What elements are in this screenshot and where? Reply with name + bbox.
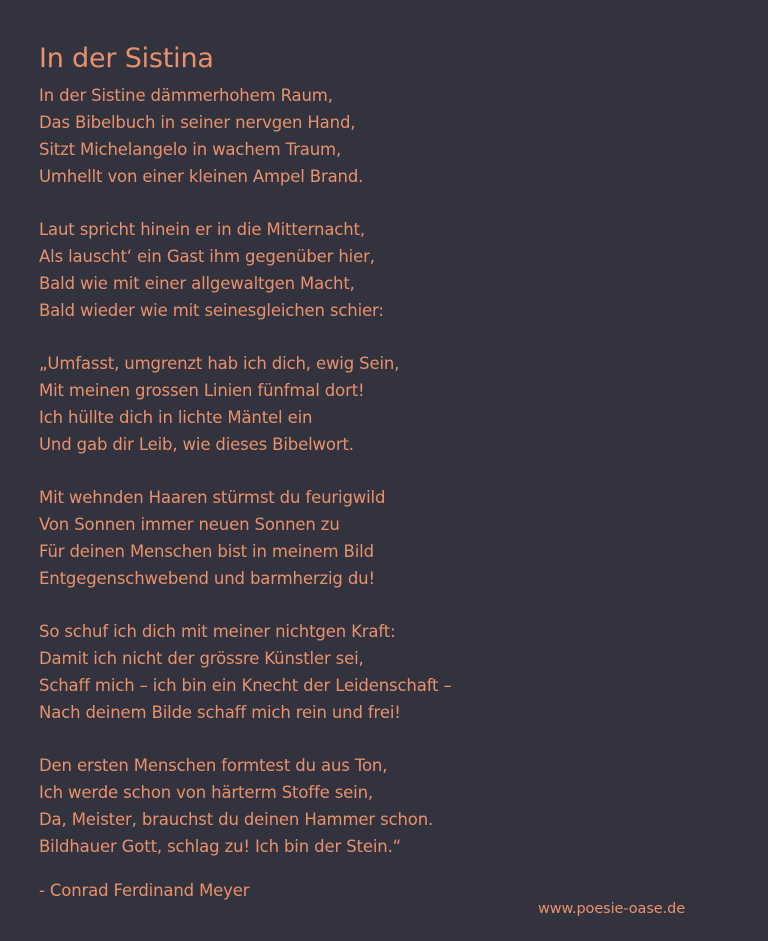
poem-line: Entgegenschwebend und barmherzig du! — [39, 569, 375, 588]
poem-line: Schaff mich – ich bin ein Knecht der Leidenschaft – — [39, 676, 452, 695]
stanza-2 — [39, 216, 719, 324]
poem-line: Damit ich nicht der grössre Künstler sei, — [39, 649, 364, 668]
poem-line: Als lauscht‘ ein Gast ihm gegenüber hier, — [39, 247, 375, 266]
stanza-5 — [39, 618, 719, 726]
poem-line: Nach deinem Bilde schaff mich rein und frei! — [39, 703, 401, 722]
stanza-3 — [39, 350, 719, 458]
poem-line: Bald wieder wie mit seinesgleichen schier: — [39, 301, 384, 320]
poem-line: Und gab dir Leib, wie dieses Bibelwort. — [39, 435, 354, 454]
poem-line: Da, Meister, brauchst du deinen Hammer schon. — [39, 810, 434, 829]
poem-line: So schuf ich dich mit meiner nichtgen Kraft: — [39, 622, 396, 641]
poem-line: Umhellt von einer kleinen Ampel Brand. — [39, 167, 364, 186]
poem-body — [39, 82, 719, 860]
poem-line: Ich werde schon von härterm Stoffe sein, — [39, 783, 374, 802]
stanza-6 — [39, 752, 719, 860]
poem-line: Den ersten Menschen formtest du aus Ton, — [39, 756, 388, 775]
poem-line: Bald wie mit einer allgewaltgen Macht, — [39, 274, 355, 293]
poem-line: Sitzt Michelangelo in wachem Traum, — [39, 140, 342, 159]
poem-line: Von Sonnen immer neuen Sonnen zu — [39, 515, 340, 534]
poem-line: Mit meinen grossen Linien fünfmal dort! — [39, 381, 365, 400]
poem-line: Laut spricht hinein er in die Mitternacht, — [39, 220, 365, 239]
website-watermark: www.poesie-oase.de — [538, 901, 686, 917]
poem-title: In der Sistina — [39, 43, 214, 74]
poem-line: Für deinen Menschen bist in meinem Bild — [39, 542, 374, 561]
poem-author: - Conrad Ferdinand Meyer — [39, 881, 250, 900]
poem-line: Bildhauer Gott, schlag zu! Ich bin der Stein.“ — [39, 837, 402, 856]
poem-line: Mit wehnden Haaren stürmst du feurigwild — [39, 488, 386, 507]
stanza-1 — [39, 82, 719, 190]
poem-line: Das Bibelbuch in seiner nervgen Hand, — [39, 113, 356, 132]
poem-card — [39, 41, 719, 904]
poem-line: In der Sistine dämmerhohem Raum, — [39, 86, 333, 105]
poem-line: Ich hüllte dich in lichte Mäntel ein — [39, 408, 313, 427]
poem-line: „Umfasst, umgrenzt hab ich dich, ewig Sein, — [39, 354, 400, 373]
stanza-4 — [39, 484, 719, 592]
